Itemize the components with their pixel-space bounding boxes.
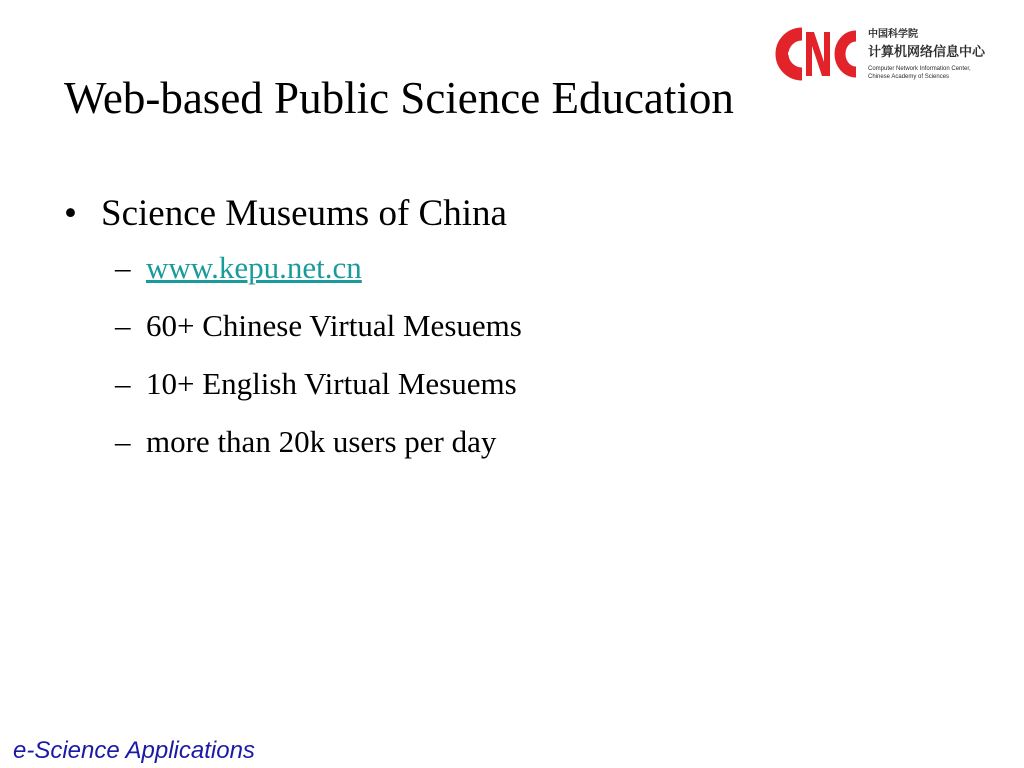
dash-marker: – bbox=[115, 250, 131, 285]
sub-bullet-item bbox=[64, 248, 964, 306]
cnc-logo-mark bbox=[772, 24, 860, 84]
sub-bullet-item bbox=[64, 364, 964, 422]
dash-marker: – bbox=[115, 308, 131, 343]
logo-en-line2: Chinese Academy of Sciences bbox=[868, 74, 950, 80]
slide-title: Web-based Public Science Education bbox=[64, 73, 734, 123]
sub-bullet-text: 10+ English Virtual Mesuems bbox=[146, 366, 517, 401]
kepu-link[interactable]: www.kepu.net.cn bbox=[146, 250, 362, 285]
bullet-item bbox=[64, 190, 964, 238]
sub-bullet-list bbox=[64, 248, 964, 480]
sub-bullet-text: 60+ Chinese Virtual Mesuems bbox=[146, 308, 522, 343]
dash-marker: – bbox=[115, 424, 131, 459]
bullet-marker: • bbox=[64, 193, 77, 234]
sub-bullet-text: more than 20k users per day bbox=[146, 424, 497, 459]
logo-en-line1: Computer Network Information Center, bbox=[868, 66, 971, 72]
cnic-logo bbox=[772, 24, 1012, 90]
dash-marker: – bbox=[115, 366, 131, 401]
logo-cn-line1: 中国科学院 bbox=[868, 29, 918, 40]
bullet-text: Science Museums of China bbox=[101, 193, 507, 234]
sub-bullet-item bbox=[64, 306, 964, 364]
sub-bullet-item bbox=[64, 422, 964, 480]
slide-content bbox=[64, 190, 964, 480]
footer-label: e-Science Applications bbox=[13, 737, 255, 764]
logo-cn-line2: 计算机网络信息中心 bbox=[868, 45, 986, 60]
